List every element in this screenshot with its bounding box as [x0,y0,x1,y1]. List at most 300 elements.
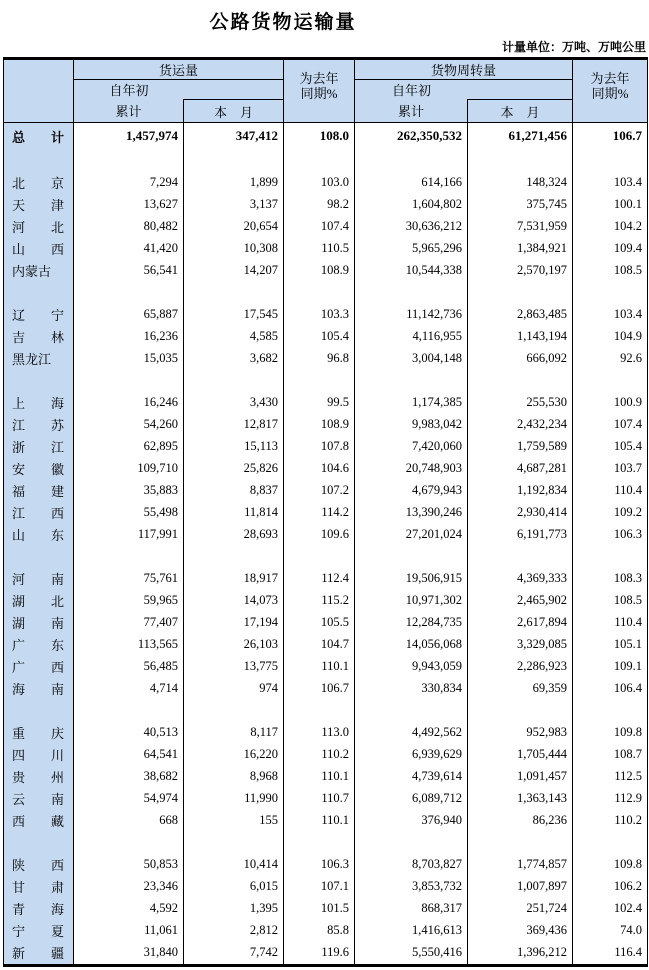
value-cell: 105.1 [573,634,648,656]
spacer-cell [573,282,648,304]
value-cell: 2,286,923 [468,656,573,678]
total-value-cell: 106.7 [573,123,648,150]
value-cell: 108.9 [284,260,355,282]
value-cell: 109.8 [573,722,648,744]
value-cell: 13,627 [74,194,184,216]
value-cell: 100.1 [573,194,648,216]
province-row [4,898,648,920]
spacer-cell [4,832,74,854]
spacer-cell [184,150,284,172]
spacer-cell [468,370,573,392]
value-cell: 4,592 [74,898,184,920]
spacer-row [4,546,648,568]
province-name-cell: 湖 北 [4,590,74,612]
value-cell: 868,317 [355,898,468,920]
value-cell: 41,420 [74,238,184,260]
province-name-cell: 西 藏 [4,810,74,832]
spacer-cell [74,150,184,172]
value-cell: 109.1 [573,656,648,678]
province-row [4,348,648,370]
province-name-cell: 陕 西 [4,854,74,876]
value-cell: 80,482 [74,216,184,238]
value-cell: 106.3 [284,854,355,876]
province-name-cell: 上 海 [4,392,74,414]
value-cell: 1,363,143 [468,788,573,810]
value-cell: 4,687,281 [468,458,573,480]
yoy-line2: 同期% [591,86,629,101]
value-cell: 11,061 [74,920,184,942]
value-cell: 106.4 [573,678,648,700]
value-cell: 15,035 [74,348,184,370]
value-cell: 12,817 [184,414,284,436]
freight-table [3,57,648,967]
value-cell: 103.0 [284,172,355,194]
value-cell: 25,826 [184,458,284,480]
spacer-row [4,282,648,304]
value-cell: 2,863,485 [468,304,573,326]
spacer-cell [468,832,573,854]
value-cell: 155 [184,810,284,832]
freight-volume-group-header: 货运量 [74,59,284,80]
value-cell: 110.2 [573,810,648,832]
table-body [4,123,648,966]
spacer-cell [4,700,74,722]
province-name-cell: 江 苏 [4,414,74,436]
spacer-cell [74,546,184,568]
province-name-cell: 内蒙古 [4,260,74,282]
province-name-cell: 山 东 [4,524,74,546]
province-name-cell: 青 海 [4,898,74,920]
value-cell: 2,432,234 [468,414,573,436]
value-cell: 105.4 [284,326,355,348]
value-cell: 59,965 [74,590,184,612]
value-cell: 16,236 [74,326,184,348]
value-cell: 6,015 [184,876,284,898]
report-page [0,7,649,967]
value-cell: 107.4 [284,216,355,238]
page-title: 公路货物运输量 [209,12,357,33]
value-cell: 54,260 [74,414,184,436]
province-name-cell: 重 庆 [4,722,74,744]
value-cell: 31,840 [74,942,184,966]
unit-note: 计量单位：万吨、万吨公里 [501,40,646,54]
value-cell: 56,541 [74,260,184,282]
value-cell: 4,679,943 [355,480,468,502]
province-row [4,414,648,436]
province-row [4,678,648,700]
province-name-cell: 北 京 [4,172,74,194]
spacer-cell [355,546,468,568]
value-cell: 27,201,024 [355,524,468,546]
value-cell: 1,091,457 [468,766,573,788]
value-cell: 7,742 [184,942,284,966]
value-cell: 114.2 [284,502,355,524]
value-cell: 107.4 [573,414,648,436]
value-cell: 74.0 [573,920,648,942]
freight-turnover-yoy-header [573,59,648,123]
province-name-cell: 贵 州 [4,766,74,788]
value-cell: 99.5 [284,392,355,414]
value-cell: 668 [74,810,184,832]
value-cell: 2,617,894 [468,612,573,634]
spacer-cell [468,150,573,172]
value-cell: 104.2 [573,216,648,238]
value-cell: 1,007,897 [468,876,573,898]
value-cell: 113.0 [284,722,355,744]
spacer-row [4,370,648,392]
value-cell: 8,117 [184,722,284,744]
spacer-cell [355,832,468,854]
value-cell: 64,541 [74,744,184,766]
province-row [4,216,648,238]
province-name-cell: 吉 林 [4,326,74,348]
yoy-line1: 为去年 [590,71,630,86]
province-row [4,436,648,458]
value-cell: 102.4 [573,898,648,920]
value-cell: 12,284,735 [355,612,468,634]
value-cell: 109.4 [573,238,648,260]
value-cell: 4,585 [184,326,284,348]
province-name-cell: 辽 宁 [4,304,74,326]
province-name-cell: 广 西 [4,656,74,678]
value-cell: 16,246 [74,392,184,414]
value-cell: 10,308 [184,238,284,260]
value-cell: 108.5 [573,260,648,282]
freight-volume-month-header: 本 月 [184,100,284,123]
freight-turnover-cumulative-header: 累计 [355,100,468,123]
province-row [4,172,648,194]
province-name-cell: 浙 江 [4,436,74,458]
spacer-cell [573,150,648,172]
value-cell: 98.2 [284,194,355,216]
value-cell: 112.5 [573,766,648,788]
value-cell: 5,965,296 [355,238,468,260]
value-cell: 1,759,589 [468,436,573,458]
total-value-cell: 61,271,456 [468,123,573,150]
value-cell: 6,191,773 [468,524,573,546]
value-cell: 103.3 [284,304,355,326]
value-cell: 108.9 [284,414,355,436]
value-cell: 614,166 [355,172,468,194]
spacer-row [4,150,648,172]
value-cell: 113,565 [74,634,184,656]
province-row [4,304,648,326]
spacer-cell [468,546,573,568]
since-year-label: 自年初 [109,83,149,98]
spacer-cell [468,282,573,304]
value-cell: 105.5 [284,612,355,634]
value-cell: 666,092 [468,348,573,370]
value-cell: 1,416,613 [355,920,468,942]
value-cell: 106.2 [573,876,648,898]
total-value-cell: 1,457,974 [74,123,184,150]
value-cell: 18,917 [184,568,284,590]
value-cell: 1,192,834 [468,480,573,502]
value-cell: 1,899 [184,172,284,194]
value-cell: 56,485 [74,656,184,678]
province-row [4,502,648,524]
value-cell: 110.4 [573,480,648,502]
value-cell: 1,774,857 [468,854,573,876]
province-name-cell: 宁 夏 [4,920,74,942]
value-cell: 103.4 [573,304,648,326]
value-cell: 19,506,915 [355,568,468,590]
province-name-cell: 黑龙江 [4,348,74,370]
spacer-cell [573,546,648,568]
province-row [4,194,648,216]
value-cell: 110.7 [284,788,355,810]
value-cell: 117,991 [74,524,184,546]
spacer-cell [284,282,355,304]
province-row [4,458,648,480]
province-row [4,612,648,634]
value-cell: 107.2 [284,480,355,502]
value-cell: 3,853,732 [355,876,468,898]
value-cell: 376,940 [355,810,468,832]
value-cell: 7,531,959 [468,216,573,238]
value-cell: 55,498 [74,502,184,524]
province-name-cell: 天 津 [4,194,74,216]
province-row [4,788,648,810]
value-cell: 14,207 [184,260,284,282]
value-cell: 3,430 [184,392,284,414]
province-name-cell: 福 建 [4,480,74,502]
spacer-cell [355,370,468,392]
value-cell: 9,983,042 [355,414,468,436]
total-value-cell: 347,412 [184,123,284,150]
spacer-cell [573,832,648,854]
spacer-cell [74,700,184,722]
province-name-cell: 海 南 [4,678,74,700]
spacer-cell [74,282,184,304]
yoy-line2: 同期% [300,86,338,101]
value-cell: 65,887 [74,304,184,326]
province-name-cell: 安 徽 [4,458,74,480]
value-cell: 1,143,194 [468,326,573,348]
province-row [4,766,648,788]
value-cell: 8,703,827 [355,854,468,876]
value-cell: 16,220 [184,744,284,766]
value-cell: 110.1 [284,766,355,788]
spacer-cell [184,546,284,568]
value-cell: 54,974 [74,788,184,810]
total-row [4,123,648,150]
value-cell: 109.8 [573,854,648,876]
spacer-cell [4,546,74,568]
value-cell: 3,682 [184,348,284,370]
value-cell: 1,604,802 [355,194,468,216]
value-cell: 104.6 [284,458,355,480]
value-cell: 11,142,736 [355,304,468,326]
value-cell: 92.6 [573,348,648,370]
value-cell: 109.2 [573,502,648,524]
value-cell: 108.7 [573,744,648,766]
spacer-cell [74,370,184,392]
value-cell: 35,883 [74,480,184,502]
value-cell: 974 [184,678,284,700]
province-column-header [4,59,74,123]
value-cell: 50,853 [74,854,184,876]
value-cell: 1,705,444 [468,744,573,766]
value-cell: 101.5 [284,898,355,920]
value-cell: 952,983 [468,722,573,744]
yoy-line1: 为去年 [299,71,339,86]
spacer-cell [184,832,284,854]
value-cell: 3,004,148 [355,348,468,370]
value-cell: 38,682 [74,766,184,788]
value-cell: 8,837 [184,480,284,502]
province-name-cell: 江 西 [4,502,74,524]
spacer-cell [355,700,468,722]
province-name-cell: 四 川 [4,744,74,766]
value-cell: 7,294 [74,172,184,194]
value-cell: 86,236 [468,810,573,832]
value-cell: 9,943,059 [355,656,468,678]
value-cell: 3,329,085 [468,634,573,656]
value-cell: 1,384,921 [468,238,573,260]
province-row [4,656,648,678]
value-cell: 13,775 [184,656,284,678]
value-cell: 15,113 [184,436,284,458]
value-cell: 108.5 [573,590,648,612]
province-row [4,238,648,260]
since-year-label: 自年初 [392,83,432,98]
spacer-row [4,832,648,854]
value-cell: 11,990 [184,788,284,810]
province-name-cell: 广 东 [4,634,74,656]
total-label-cell: 总 计 [4,123,74,150]
spacer-cell [284,150,355,172]
spacer-cell [355,282,468,304]
spacer-cell [4,150,74,172]
value-cell: 110.1 [284,656,355,678]
value-cell: 104.7 [284,634,355,656]
province-row [4,920,648,942]
freight-turnover-group-header: 货物周转量 [355,59,573,80]
spacer-cell [573,370,648,392]
value-cell: 96.8 [284,348,355,370]
value-cell: 7,420,060 [355,436,468,458]
group-header-row [4,59,648,80]
table-header [4,59,648,123]
value-cell: 112.9 [573,788,648,810]
province-name-cell: 河 南 [4,568,74,590]
value-cell: 115.2 [284,590,355,612]
province-row [4,810,648,832]
value-cell: 4,116,955 [355,326,468,348]
spacer-cell [573,700,648,722]
value-cell: 4,714 [74,678,184,700]
spacer-cell [184,370,284,392]
value-cell: 106.7 [284,678,355,700]
freight-volume-cumulative-header: 累计 [74,100,184,123]
province-row [4,568,648,590]
value-cell: 369,436 [468,920,573,942]
value-cell: 3,137 [184,194,284,216]
value-cell: 375,745 [468,194,573,216]
value-cell: 40,513 [74,722,184,744]
value-cell: 110.5 [284,238,355,260]
value-cell: 75,761 [74,568,184,590]
value-cell: 105.4 [573,436,648,458]
province-row [4,942,648,966]
value-cell: 4,492,562 [355,722,468,744]
value-cell: 20,654 [184,216,284,238]
value-cell: 109,710 [74,458,184,480]
spacer-cell [4,282,74,304]
value-cell: 107.8 [284,436,355,458]
value-cell: 26,103 [184,634,284,656]
value-cell: 106.3 [573,524,648,546]
spacer-cell [74,832,184,854]
value-cell: 69,359 [468,678,573,700]
province-row [4,876,648,898]
value-cell: 116.4 [573,942,648,966]
spacer-cell [184,700,284,722]
province-row [4,744,648,766]
value-cell: 4,739,614 [355,766,468,788]
value-cell: 6,939,629 [355,744,468,766]
spacer-cell [355,150,468,172]
spacer-cell [284,546,355,568]
province-row [4,392,648,414]
province-row [4,722,648,744]
province-name-cell: 甘 肃 [4,876,74,898]
value-cell: 2,465,902 [468,590,573,612]
value-cell: 4,369,333 [468,568,573,590]
province-row [4,326,648,348]
province-row [4,634,648,656]
total-value-cell: 262,350,532 [355,123,468,150]
value-cell: 1,396,212 [468,942,573,966]
province-row [4,524,648,546]
value-cell: 119.6 [284,942,355,966]
spacer-cell [284,832,355,854]
value-cell: 251,724 [468,898,573,920]
value-cell: 13,390,246 [355,502,468,524]
value-cell: 110.1 [284,810,355,832]
value-cell: 2,812 [184,920,284,942]
province-row [4,854,648,876]
province-name-cell: 新 疆 [4,942,74,966]
value-cell: 108.3 [573,568,648,590]
spacer-cell [284,700,355,722]
spacer-cell [184,282,284,304]
value-cell: 110.2 [284,744,355,766]
value-cell: 103.4 [573,172,648,194]
province-name-cell: 湖 南 [4,612,74,634]
freight-turnover-since-year-header [355,80,573,100]
spacer-cell [4,370,74,392]
value-cell: 28,693 [184,524,284,546]
value-cell: 30,636,212 [355,216,468,238]
value-cell: 10,971,302 [355,590,468,612]
value-cell: 8,968 [184,766,284,788]
value-cell: 2,570,197 [468,260,573,282]
province-row [4,590,648,612]
value-cell: 14,073 [184,590,284,612]
value-cell: 10,544,338 [355,260,468,282]
value-cell: 17,545 [184,304,284,326]
province-name-cell: 山 西 [4,238,74,260]
value-cell: 17,194 [184,612,284,634]
value-cell: 6,089,712 [355,788,468,810]
province-row [4,480,648,502]
value-cell: 255,530 [468,392,573,414]
value-cell: 100.9 [573,392,648,414]
value-cell: 330,834 [355,678,468,700]
value-cell: 23,346 [74,876,184,898]
